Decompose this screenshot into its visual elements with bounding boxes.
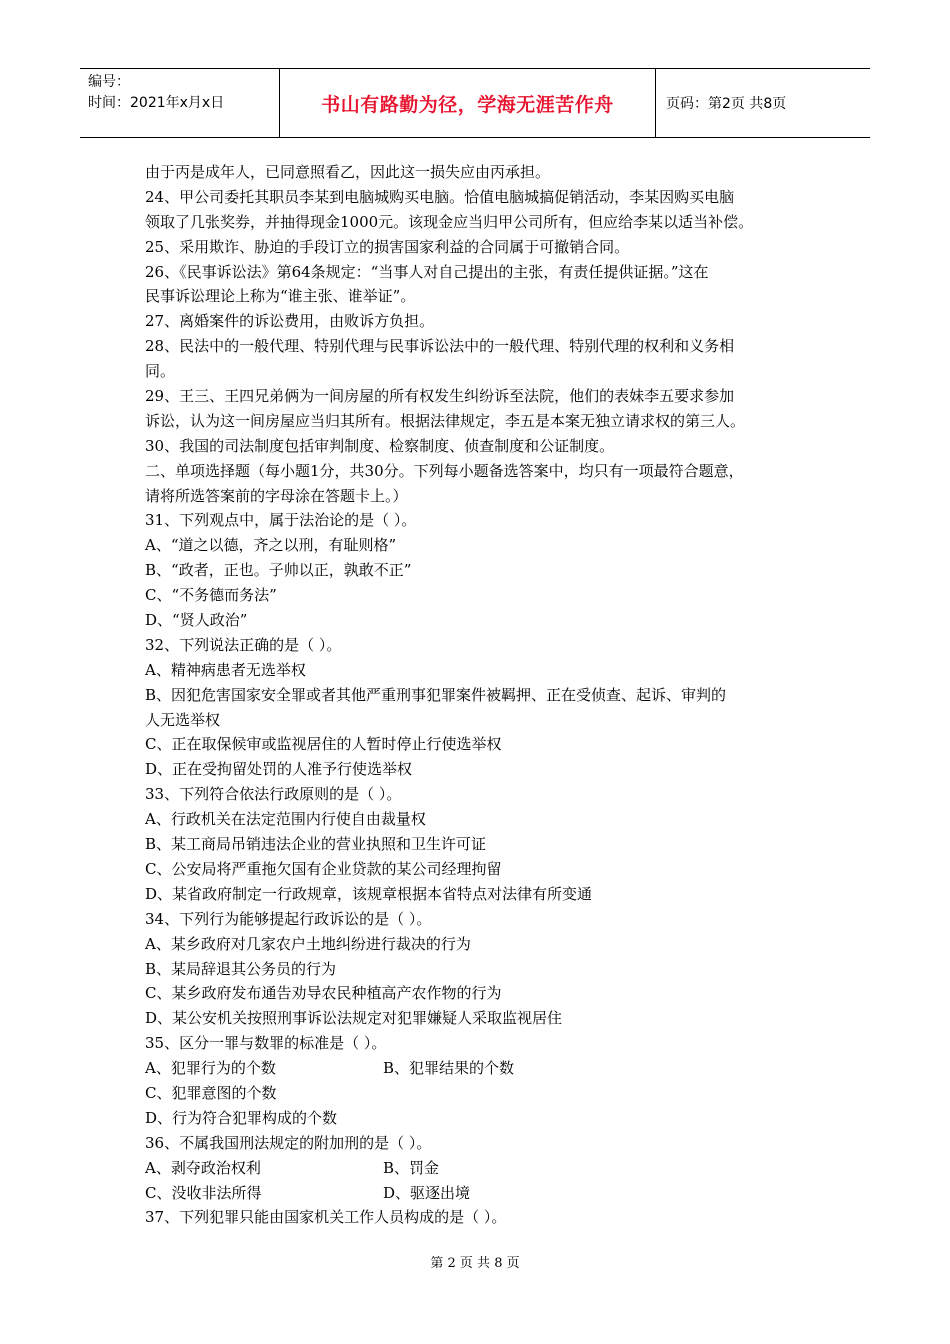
text-line: B、某工商局吊销违法企业的营业执照和卫生许可证 <box>145 835 487 854</box>
q36-stem: 36、不属我国刑法规定的附加刑的是（ ）。 <box>145 1133 432 1152</box>
q36-option-c: C、没收非法所得 <box>145 1183 262 1202</box>
text-line: 35、区分一罪与数罪的标准是（ ）。 <box>145 1034 387 1053</box>
header-meta <box>80 69 280 137</box>
text-line: 领取了几张奖券，并抽得现金1000元。该现金应当归甲公司所有，但应给李某以适当补偿。 <box>145 212 754 231</box>
text-line: C、某乡政府发布通告劝导农民种植高产农作物的行为 <box>145 984 502 1003</box>
text-line: 诉讼，认为这一间房屋应当归其所有。根据法律规定，李五是本案无独立请求权的第三人。 <box>145 411 746 430</box>
document-body <box>145 160 817 1230</box>
text-line: A、“道之以德，齐之以刑，有耻则格” <box>145 536 397 555</box>
text-line: C、“不务德而务法” <box>145 586 277 605</box>
text-line: 34、下列行为能够提起行政诉讼的是（ ）。 <box>145 909 432 928</box>
q35-option-c: C、犯罪意图的个数 <box>145 1083 277 1102</box>
q35-options-row-1 <box>145 1056 817 1081</box>
text-line: A、行政机关在法定范围内行使自由裁量权 <box>145 810 426 829</box>
text-line: 同。 <box>145 362 176 381</box>
q37-stem: 37、下列犯罪只能由国家机关工作人员构成的是（ ）。 <box>145 1208 507 1227</box>
q36-options-row-1 <box>145 1156 817 1181</box>
text-line: 27、离婚案件的诉讼费用，由败诉方负担。 <box>145 312 435 331</box>
text-line: 30、我国的司法制度包括审判制度、检察制度、侦查制度和公证制度。 <box>145 436 615 455</box>
text-line: D、某公安机关按照刑事诉讼法规定对犯罪嫌疑人采取监视居住 <box>145 1009 563 1028</box>
text-line: D、某省政府制定一行政规章，该规章根据本省特点对法律有所变通 <box>145 884 593 903</box>
text-line: 32、下列说法正确的是（ ）。 <box>145 635 342 654</box>
text-line: C、正在取保候审或监视居住的人暂时停止行使选举权 <box>145 735 502 754</box>
text-line: 29、王三、王四兄弟俩为一间房屋的所有权发生纠纷诉至法院，他们的表妹李五要求参加 <box>145 387 735 406</box>
text-line: 28、民法中的一般代理、特别代理与民事诉讼法中的一般代理、特别代理的权利和义务相 <box>145 337 735 356</box>
text-line: 26、《民事诉讼法》第64条规定：“当事人对自己提出的主张，有责任提供证据。”这在 <box>145 262 709 281</box>
text-line: A、某乡政府对几家农户土地纠纷进行裁决的行为 <box>145 934 471 953</box>
text-line: 25、采用欺诈、胁迫的手段订立的损害国家利益的合同属于可撤销合同。 <box>145 237 630 256</box>
q35-option-d: D、行为符合犯罪构成的个数 <box>145 1108 338 1127</box>
page-footer: 第 2 页 共 8 页 <box>430 1256 520 1271</box>
text-line: 民事诉讼理论上称为“谁主张、谁举证”。 <box>145 287 416 306</box>
header-time-label: 时间：2021年x月x日 <box>88 95 225 111</box>
text-line: D、“贤人政治” <box>145 611 248 630</box>
header-page-label: 页码：第2页 共8页 <box>666 96 787 112</box>
q36-option-d: D、驱逐出境 <box>383 1183 471 1202</box>
text-line: B、因犯危害国家安全罪或者其他严重刑事犯罪案件被羁押、正在受侦查、起诉、审判的 <box>145 685 727 704</box>
q36-options-row-2 <box>145 1181 817 1206</box>
q35-option-b: B、犯罪结果的个数 <box>383 1059 515 1078</box>
text-line: 二、单项选择题（每小题1分，共30分。下列每小题备选答案中，均只有一项最符合题意， <box>145 461 744 480</box>
text-line: 31、下列观点中，属于法治论的是（ ）。 <box>145 511 417 530</box>
text-line: 人无选举权 <box>145 710 221 729</box>
q36-option-a: A、剥夺政治权利 <box>145 1158 261 1177</box>
text-line: 24、甲公司委托其职员李某到电脑城购买电脑。恰值电脑城搞促销活动，李某因购买电脑 <box>145 187 735 206</box>
header-number-label: 编号： <box>88 74 130 90</box>
q35-option-a: A、犯罪行为的个数 <box>145 1059 276 1078</box>
text-line: 请将所选答案前的字母涂在答题卡上。） <box>145 486 408 505</box>
document-header <box>80 68 870 138</box>
text-line: B、“政者，正也。子帅以正，孰敢不正” <box>145 561 412 580</box>
text-line: A、精神病患者无选举权 <box>145 660 306 679</box>
header-slogan: 书山有路勤为径，学海无涯苦作舟 <box>280 69 656 137</box>
text-lines <box>145 160 817 1056</box>
text-line: C、公安局将严重拖欠国有企业贷款的某公司经理拘留 <box>145 859 502 878</box>
q36-option-b: B、罚金 <box>383 1158 440 1177</box>
text-line: 由于丙是成年人，已同意照看乙，因此这一损失应由丙承担。 <box>145 163 551 181</box>
text-line: D、正在受拘留处罚的人准予行使选举权 <box>145 760 413 779</box>
text-line: 33、下列符合依法行政原则的是（ ）。 <box>145 785 402 804</box>
text-line: B、某局辞退其公务员的行为 <box>145 959 337 978</box>
